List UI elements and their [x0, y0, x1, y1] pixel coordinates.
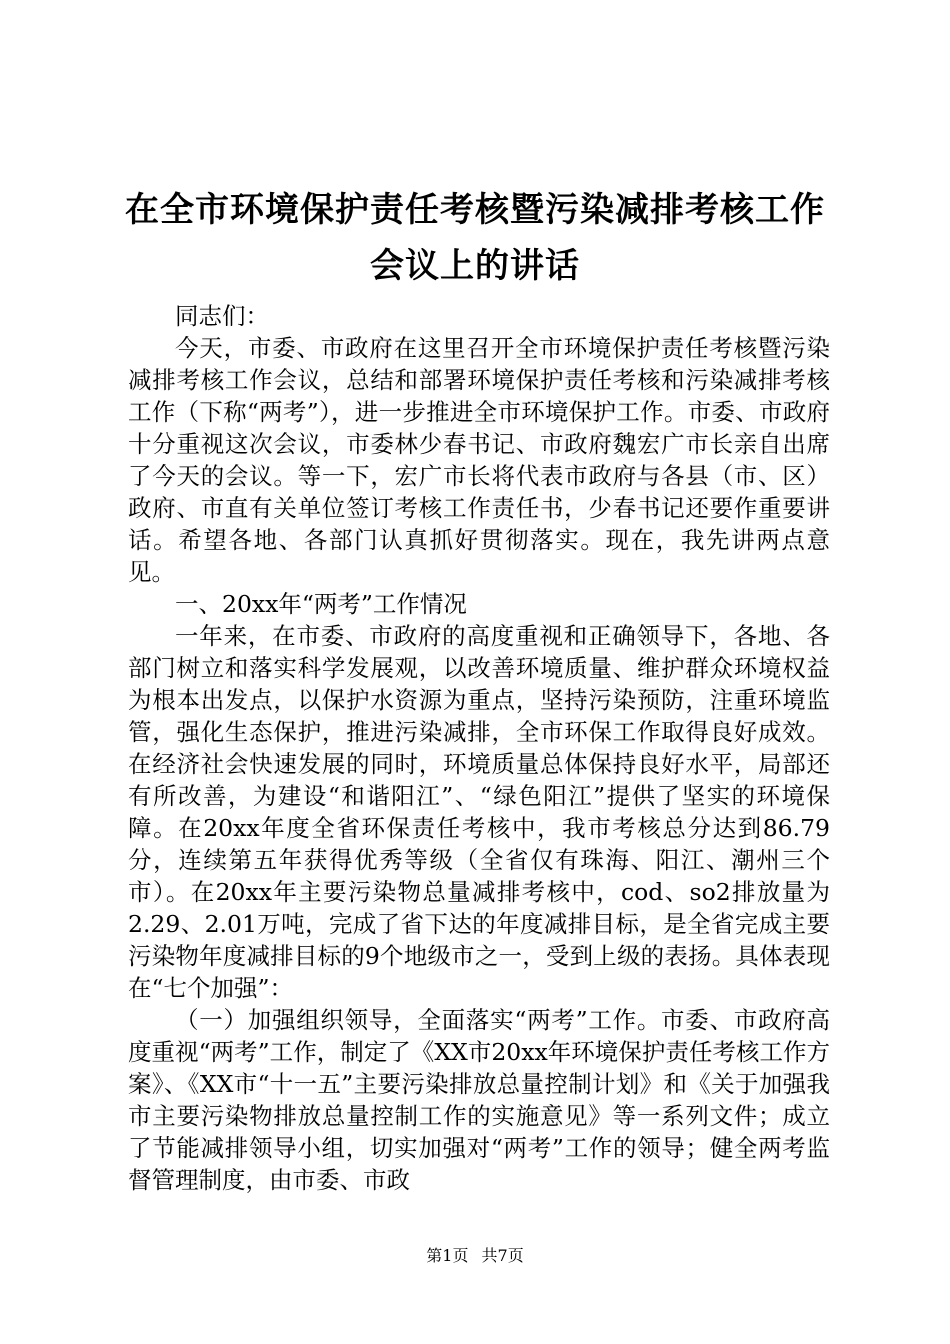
intro-paragraph: 今天，市委、市政府在这里召开全市环境保护责任考核暨污染减排考核工作会议，总结和部署环境保护责任考核和污染减排考核工作（下称“两考”），进一步推进全市环境保护工作。市委、市政府十分重视这次会议，市委林少春书记、市政府魏宏广市长亲自出席了今天的会议。等一下，宏广市长将代表市政府与各县（市、区）政府、市直有关单位签订考核工作责任书，少春书记还要作重要讲话。希望各地、各部门认真抓好贯彻落实。现在，我先讲两点意见。 — [128, 334, 830, 586]
subsection-paragraph-1: （一）加强组织领导，全面落实“两考”工作。市委、市政府高度重视“两考”工作，制定了《XX市20xx年环境保护责任考核工作方案》、《XX市“十一五”主要污染排放总量控制计划》和《关于加强我市主要污染物排放总量控制工作的实施意见》等一系列文件；成立了节能减排领导小组，切实加强对“两考”工作的领导；健全两考监督管理制度，由市委、市政 — [128, 1006, 830, 1194]
page-number: 第1页 — [426, 1246, 469, 1265]
overview-paragraph: 一年来，在市委、市政府的高度重视和正确领导下，各地、各部门树立和落实科学发展观，以改善环境质量、维护群众环境权益为根本出发点，以保护水资源为重点，坚持污染预防，注重环境监管，强化生态保护，推进污染减排，全市环保工作取得良好成效。在经济社会快速发展的同时，环境质量总体保持良好水平，局部还有所改善，为建设“和谐阳江”、“绿色阳江”提供了坚实的环境保障。在20xx年度全省环保责任考核中，我市考核总分达到86.79分，连续第五年获得优秀等级（全省仅有珠海、阳江、潮州三个市）。在20xx年主要污染物总量减排考核中，cod、so2排放量为2.29、2.01万吨，完成了省下达的年度减排目标，是全省完成主要污染物年度减排目标的9个地级市之一，受到上级的表扬。具体表现在“七个加强”： — [128, 622, 830, 1002]
document-title — [110, 182, 840, 294]
document-body — [128, 300, 830, 1196]
page-total: 共7页 — [481, 1246, 524, 1265]
salutation-paragraph: 同志们： — [175, 302, 269, 330]
title-line-2: 会议上的讲话 — [370, 246, 580, 286]
page-footer — [0, 1243, 950, 1266]
title-line-1: 在全市环境保护责任考核暨污染减排考核工作 — [125, 190, 825, 230]
section-heading-1: 一、20xx年“两考”工作情况 — [175, 590, 467, 618]
